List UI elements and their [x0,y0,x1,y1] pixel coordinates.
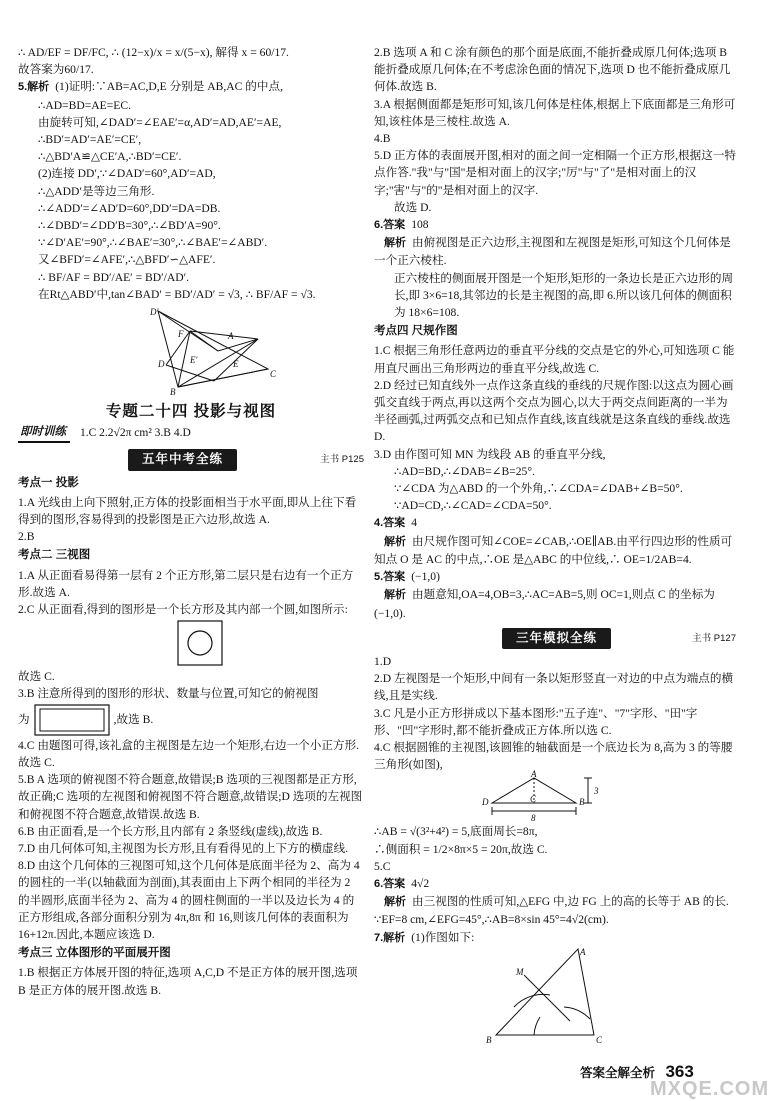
answer-item: 正六棱柱的侧面展开图是一个矩形,矩形的一条边长是正六边形的周长,即 3×6=18,其邻边的长是主视图的高,即 6.所以该几何体的侧面积为 18×6=108. [394,271,734,320]
point-label: E′ [190,355,198,366]
cone-section-figure [374,769,736,824]
text-line: 由旋转可知,∠DAD′=∠EAE′=α,AD′=AD,AE′=AE, [38,115,282,129]
answer-item: 3.C 凡是小正方形拼成以下基本图形:"五子连"、"7"字形、"田"字形、"凹"字形时,都不能折叠成正方体.所以选 C. [374,706,698,737]
answer-item: 4.C 由题图可得,该礼盒的主视图是左边一个矩形,右边一个小正方形.故选 C. [18,738,360,769]
text-line: 为 [18,713,30,727]
text-line: ∴△BD′A≌△CE′A,∴BD′=CE′. [38,150,182,164]
text-line: 在Rt△ABD′中,tan∠BAD′ = BD′/AD′ = √3, ∴ BF/AF = √3. [38,287,316,301]
answer-item: 2.D 左视图是一个矩形,中间有一条以矩形竖直一对边的中点为端点的横线,且是实线. [374,672,734,703]
text-line: ∵∠D′AE′=90°,∴∠BAE′=30°,∴∠BAE′=∠ABD′. [38,236,268,250]
answer-item: 1.B 根据正方体展开图的特征,选项 A,C,D 不是正方体的展开图,选项 B 是正方体的展开图.故选 B. [18,966,358,997]
point-label: C [530,794,537,805]
quick-drill-row [18,424,364,443]
answer-item: 3.B 注意所得到的图形的形状、数量与位置,可知它的俯视图 [18,687,319,701]
main-book-ref: 主书 P125 [320,454,364,466]
analysis-label: 解析 [384,589,406,602]
answer-label: 5.答案 [374,571,406,584]
answer-value: 108 [411,218,429,232]
text-line: ∴AD=BD=AE=EC. [38,98,132,112]
right-column [374,44,736,1047]
main-book-ref: 主书 P127 [692,632,736,644]
topic-heading: 考点四 尺规作图 [374,325,458,338]
point-label: B [170,387,176,398]
text-line: ∴∠DBD′=∠DD′B=30°,∴∠BD′A=90°. [38,219,221,233]
answer-item: 故选 D. [394,200,432,214]
answer-item: 5.D 正方体的表面展开图,相对的面之间一定相隔一个正方形,根据这一特点作答."我"与"国"是相对面上的汉字;"厉"与"了"是相对面上的汉字;"害"与"的"是相对面上的汉字. [374,149,736,197]
answer-item: 2.B [18,530,35,544]
answer-value: 4√2 [411,876,430,890]
text-line: ∴∠ADD′=∠AD′D=60°,DD′=DA=DB. [38,201,221,215]
front-view-figure [18,618,364,668]
text-line: ∵EF=8 cm,∠EFG=45°,∴AB=8×sin 45°=4√2(cm). [374,913,609,927]
analysis-label: 解析 [384,896,406,909]
topic-heading: 考点二 三视图 [18,549,91,562]
text-line: 由俯视图是正六边形,主视图和左视图是矩形,可知这个几何体是一个正六棱柱. [374,236,731,268]
watermark: MXQE.COM [650,1078,769,1100]
point-label: D′ [150,307,159,318]
text-line: ∴△ADD′是等边三角形. [38,184,155,198]
point-label: A [531,769,537,780]
text-line: ∴AB = √(3²+4²) = 5,底面周长=8π, [374,825,538,839]
answer-item: 故选 C. [18,670,55,684]
point-label: C [596,1034,603,1045]
answer-value: (−1,0) [411,570,440,584]
text-line: ∵AD=CD,∴∠CAD=∠CDA=50°. [394,499,552,513]
text-line: ∴侧面积 = 1/2×8π×5 = 20π,故选 C. [374,842,548,856]
answer-item: 1.A 从正面看易得第一层有 2 个正方形,第二层只是右边有一个正方形.故选 A. [18,568,354,599]
answer-item: 4.C 根据圆锥的主视图,该圆锥的轴截面是一个底边长为 8,高为 3 的等腰三角形(如图), [374,740,733,772]
text-line: ∴AD=BD,∴∠DAB=∠B=25°. [394,464,535,478]
construction-figure [374,947,736,1047]
point-label: A [580,946,586,957]
dimension-label: 3 [594,786,599,797]
answer-item: 5.C [374,859,391,873]
answer-label: 6.答案 [374,219,406,232]
text-line: 由三视图的性质可知,△EFG 中,边 FG 上的高的长等于 AB 的长. [412,895,729,909]
point-label: M [516,966,524,977]
dimension-label: 8 [531,813,536,824]
answer-value: 4 [411,516,417,530]
answer-item: 1.C 根据三角形任意两边的垂直平分线的交点是它的外心,可知选项 C 能用直尺画出三角形两边的垂直平分线,故选 C. [374,344,735,375]
analysis-label: 解析 [384,237,406,250]
footer-title: 答案全解全析 [580,1066,656,1080]
question-label: 7.解析 [374,931,406,944]
answer-item: 3.D 由作图可知 MN 为线段 AB 的垂直平分线, [374,447,606,461]
point-label: B [579,797,585,808]
top-view-figure [34,703,110,737]
answer-item: 2.C 从正面看,得到的图形是一个长方形及其内部一个圆,如图所示: [18,603,348,617]
left-column [18,44,364,999]
quick-drill-answers: 1.C 2.2√2π cm² 3.B 4.D [80,427,191,440]
analysis-label: 解析 [384,535,406,548]
section-banner-row [374,628,736,649]
text-line: (2)连接 DD′,∵∠DAD′=60°,AD′=AD, [38,167,216,181]
topic-heading: 考点三 立体图形的平面展开图 [18,947,171,960]
answer-item: 7.D 由几何体可知,主视图为长方形,且有看得见的上下方的横虚线. [18,841,349,855]
answer-item: 4.B [374,132,391,146]
text-line: ∵∠CDA 为△ABD 的一个外角,∴∠CDA=∠DAB+∠B=50°. [394,482,683,496]
answer-item: 2.B 选项 A 和 C 涂有颜色的那个面是底面,不能折叠成原几何体;选项 B 能折叠成原几何体;在不考虑涂色面的情况下,选项 D 也不能折叠成原几何体.故选 B. [374,46,731,94]
section-banner: 五年中考全练 [128,449,237,470]
answer-item: 2.D 经过已知直线外一点作这条直线的垂线的尺规作图:以这点为圆心画弧交直线于两点,再以这两个交点为圆心,以大于两交点间距离的一半为半径画弧,过两弧交点和已知点作直线,该直线就是这条直线的垂线.故选 D. [374,378,734,444]
text-line: (1)证明:∵AB=AC,D,E 分别是 AB,AC 的中点, [55,80,283,94]
answer-item-row [18,703,364,737]
point-label: D [482,797,489,808]
answer-item: 3.A 根据侧面都是矩形可知,该几何体是柱体,根据上下底面都是三角形可知,该柱体是三棱柱.故选 A. [374,97,736,128]
text-line: 由尺规作图可知∠COE=∠CAB,∴OE∥AB.由平行四边形的性质可知点 O 是 AC 的中点,∴OE 是△ABC 的中位线,∴ OE=1/2AB=4. [374,534,733,566]
answer-label: 4.答案 [374,517,406,530]
text-line: (1)作图如下: [411,930,475,944]
point-label: F [178,329,184,340]
quick-drill-tag: 即时训练 [18,424,70,443]
topic-heading: 考点一 投影 [18,476,79,489]
section-banner-row [18,449,364,470]
point-label: C [270,369,277,380]
topic-title: 专题二十四 投影与视图 [105,403,277,421]
question-label: 5.解析 [18,81,50,94]
rotation-figure [18,303,364,398]
text-line: 由题意知,OA=4,OB=3,∴AC=AB=5,则 OC=1,则点 C 的坐标为(−1,0). [374,588,715,620]
point-label: B [486,1034,492,1045]
text-line: 又∠BFD′=∠AFE′,∴△BFD′∽△AFE′. [38,253,216,267]
text-line: ∴ BF/AF = BD′/AE′ = BD′/AD′. [38,270,190,284]
page-number: 363 [665,1062,694,1081]
answer-item: 8.D 由这个几何体的三视图可知,这个几何体是底面半径为 2、高为 4 的圆柱的一半(以轴截面为剖面),其表面由上下两个相同的半径为 2 的半圆形,底面半径为 2、高为 4 的圆柱侧面的一半以及边长为 4 的正方形组成,各部分面积分别为 4π,8π 和 16,则该几何体的表面积为 16+12π.因此,本题应该选 D. [18,859,360,941]
text-line: ∴ AD/EF = DF/FC, ∴ (12−x)/x = x/(5−x), 解得 x = 60/17. [18,46,289,59]
answer-item: 5.B A 选项的俯视图不符合题意,故错误;B 选项的三视图都是正方形,故正确;C 选项的左视图和俯视图不符合题意,故错误;D 选项的左视图和俯视图不符合题意,故错误.故选 B. [18,773,363,821]
point-label: E [233,359,239,370]
text-line: ∴BD′=AD′=AE′=CE′, [38,133,142,147]
answer-item: 1.A 光线由上向下照射,正方体的投影面相当于水平面,即从上往下看得到的图形,容易得到的投影图是正六边形,故选 A. [18,495,357,527]
text-line: ,故选 B. [113,713,154,727]
answer-item: 1.D [374,654,392,668]
section-banner: 三年模拟全练 [502,628,611,649]
answer-label: 6.答案 [374,877,406,890]
text-line: 故答案为60/17. [18,63,94,77]
point-label: A [228,331,234,342]
point-label: D [158,359,165,370]
answer-item: 6.B 由正面看,是一个长方形,且内部有 2 条竖线(虚线),故选 B. [18,824,323,838]
